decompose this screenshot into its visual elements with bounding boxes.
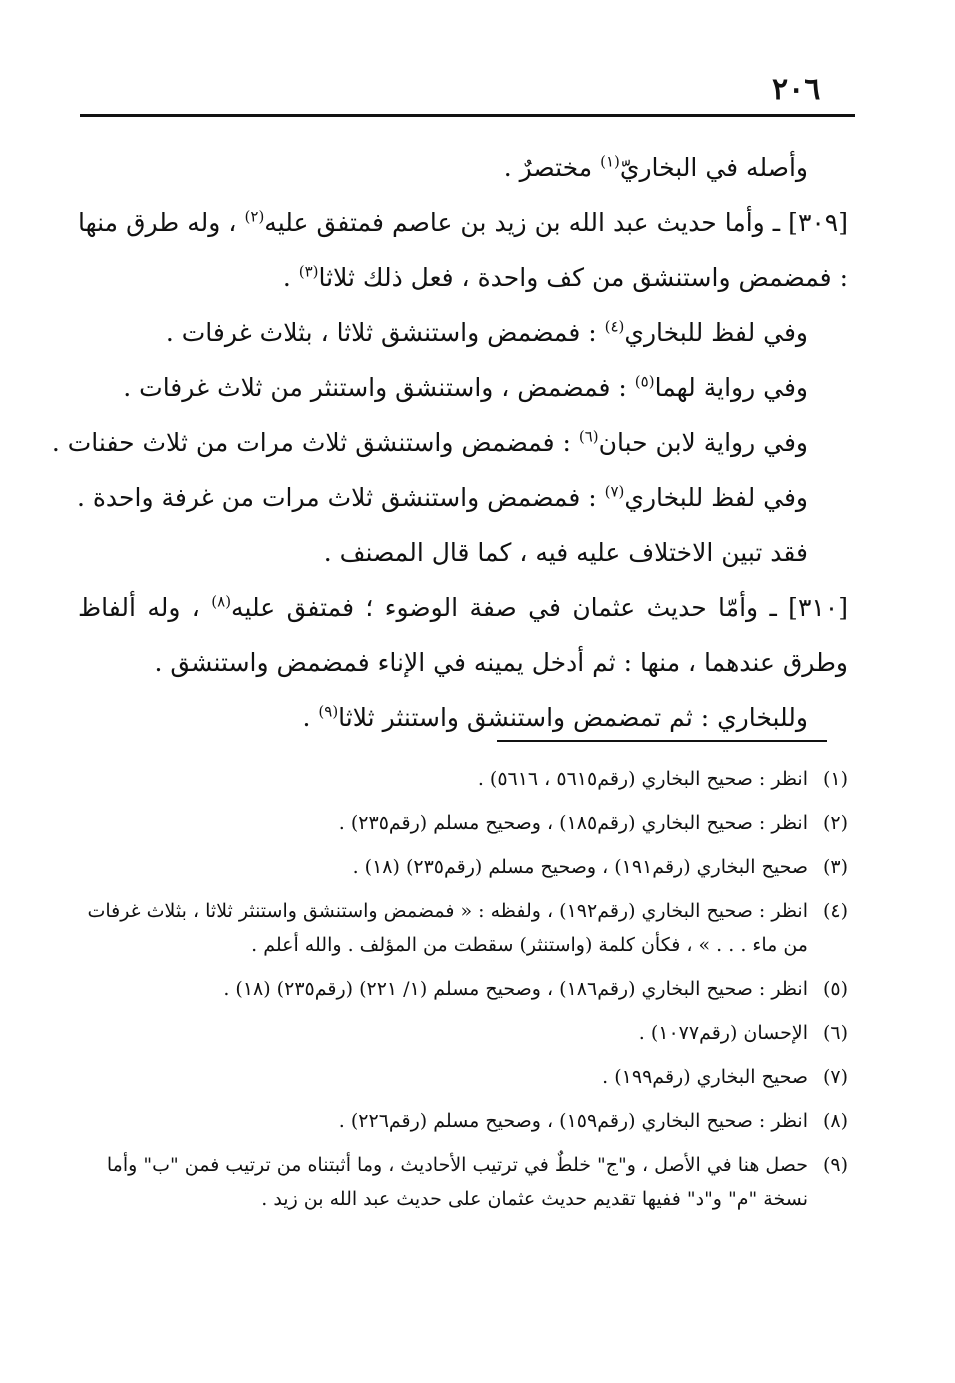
paragraph: فقد تبين الاختلاف عليه فيه ، كما قال المصنف . <box>323 538 808 567</box>
footnote-ref: (١) <box>600 152 620 171</box>
footnote-ref: (٥) <box>634 372 655 391</box>
paragraph: وفي رواية لهما$^{(٥)}$ : فمضمض ، واستنشق واستنثر من ثلاث غرفات . <box>123 372 808 402</box>
footnote-item: (١) انظر : صحيح البخاري (رقم٥٦١٥ ، ٥٦١٦) . <box>477 768 848 790</box>
main-text <box>51 140 848 745</box>
footnote-item: (٣) صحيح البخاري (رقم١٩١) ، وصحيح مسلم (رقم٢٣٥) (١٨) . <box>352 856 848 878</box>
paragraph: وللبخاري : ثم تمضمض واستنشق واستنثر ثلاثا$^{(٩)}$ . <box>302 702 808 732</box>
paragraph: وفي رواية لابن حبان$^{(٦)}$ : فمضمض واستنشق ثلاث مرات من ثلاث حفنات . <box>51 427 808 457</box>
footnote-ref: (٣) <box>298 262 319 281</box>
page-number: ٢٠٦ <box>772 72 821 107</box>
footnote-ref: (٨) <box>211 592 232 611</box>
paragraph: وفي لفظ للبخاري$^{(٤)}$ : فمضمض واستنشق ثلاثا ، بثلاث غرفات . <box>165 317 808 347</box>
footnote-ref: (٧) <box>604 482 625 501</box>
footnote-item: (٩) حصل هنا في الأصل ، و"ج" خلطٌ في ترتيب الأحاديث ، وما أثبتناه من ترتيب فمن "ب" وأما نسخة "م" و"د" ففيها تقديم حديث عثمان على حديث عبد الله بن زيد . <box>106 1154 848 1210</box>
paragraph: وأصله في البخاريّ$^{(١)}$ مختصرٌ . <box>503 152 808 182</box>
footnote-ref: (٤) <box>604 317 625 336</box>
footnote-ref: (٦) <box>578 427 599 446</box>
footnote-separator <box>497 740 827 742</box>
footnote-ref: (٩) <box>318 702 339 721</box>
footnote-item: (٥) انظر : صحيح البخاري (رقم١٨٦) ، وصحيح مسلم (١/ ٢٢١) (رقم٢٣٥) (١٨) . <box>223 978 848 1000</box>
footnote-item: (٤) انظر : صحيح البخاري (رقم١٩٢) ، ولفظه : « فمضمض واستنشق واستنثر ثلاثا ، بثلاث غرفات من ماء . . . » ، فكأن كلمة (واستنثر) سقطت من المؤلف . والله أعلم . <box>87 900 848 956</box>
paragraph: وفي لفظ للبخاري$^{(٧)}$ : فمضمض واستنشق ثلاث مرات من غرفة واحدة . <box>76 482 808 512</box>
footnotes <box>78 762 848 1226</box>
paragraph-hadith-309: [٣٠٩] ـ وأما حديث عبد الله بن زيد بن عاصم فمتفق عليه$^{(٢)}$ ، وله طرق منها : فمضمض واستنشق من كف واحدة ، فعل ذلك ثلاثا$^{(٣)}$ . <box>78 207 848 292</box>
paragraph-hadith-310: [٣١٠] ـ وأمّا حديث عثمان في صفة الوضوء ؛ فمتفق عليه$^{(٨)}$ ، وله ألفاظ وطرق عندهما ، منها : ثم أدخل يمينه في الإناء فمضمض واستنشق . <box>78 592 848 677</box>
footnote-item: (٨) انظر : صحيح البخاري (رقم١٥٩) ، وصحيح مسلم (رقم٢٢٦) . <box>338 1110 848 1132</box>
footnote-item: (٢) انظر : صحيح البخاري (رقم١٨٥) ، وصحيح مسلم (رقم٢٣٥) . <box>338 812 848 834</box>
footnote-item: (٧) صحيح البخاري (رقم١٩٩) . <box>602 1066 848 1088</box>
header-rule <box>80 114 855 117</box>
footnote-item: (٦) الإحسان (رقم١٠٧٧) . <box>638 1022 848 1044</box>
footnote-ref: (٢) <box>244 207 265 226</box>
